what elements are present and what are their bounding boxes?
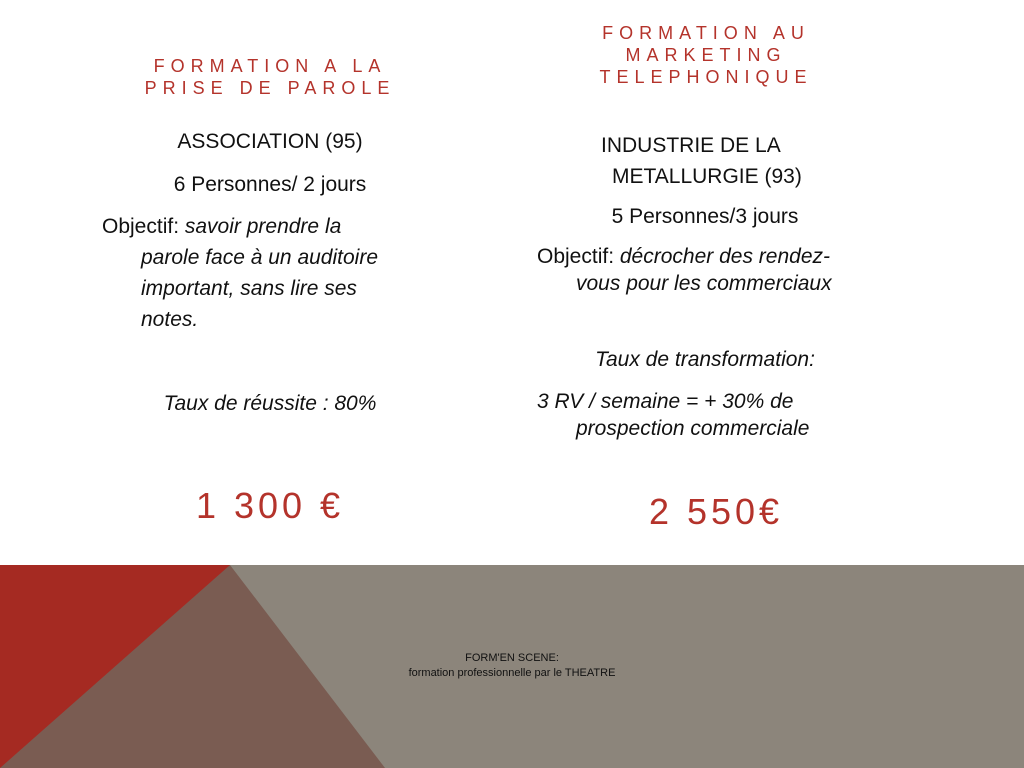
left-objective-line1 (102, 211, 341, 243)
right-column-title (556, 22, 856, 88)
left-objective-line4: notes. (141, 308, 199, 331)
right-objective-label: Objectif: (537, 245, 620, 268)
right-title-line3: TELEPHONIQUE (599, 67, 813, 87)
left-objective-line3: important, sans lire ses (141, 277, 357, 300)
footer-line2: formation professionnelle par le THEATRE (408, 667, 616, 679)
left-objective-line2: parole face à un auditoire (141, 246, 378, 269)
right-title-line1: FORMATION AU (602, 23, 810, 43)
right-price: 2 550€ (648, 491, 784, 532)
left-title-line1: FORMATION A LA (153, 56, 387, 76)
left-title-line2: PRISE DE PAROLE (144, 78, 396, 98)
footer-caption (0, 651, 1024, 681)
right-result-label: Taux de transformation: (595, 348, 815, 371)
left-client: ASSOCIATION (95) (177, 130, 363, 153)
left-price: 1 300 € (195, 485, 345, 526)
left-column-title (110, 55, 430, 99)
left-objective-label: Objectif: (102, 215, 185, 238)
right-result-line1: 3 RV / semaine = + 30% de (537, 390, 794, 413)
right-result-line2: prospection commerciale (576, 417, 810, 440)
right-objective-text1: décrocher des rendez- (619, 245, 830, 268)
footer-band (0, 565, 1024, 768)
footer-line1: FORM'EN SCENE: (465, 652, 559, 664)
right-client-line1: INDUSTRIE DE LA (601, 134, 781, 157)
left-objective-text1: savoir prendre la (184, 215, 342, 238)
right-client-line2: METALLURGIE (93) (612, 165, 802, 188)
left-result: Taux de réussite : 80% (163, 392, 377, 415)
right-objective-line2: vous pour les commerciaux (576, 272, 832, 295)
right-title-line2: MARKETING (625, 45, 787, 65)
left-participants: 6 Personnes/ 2 jours (173, 173, 367, 196)
right-participants: 5 Personnes/3 jours (611, 205, 799, 228)
